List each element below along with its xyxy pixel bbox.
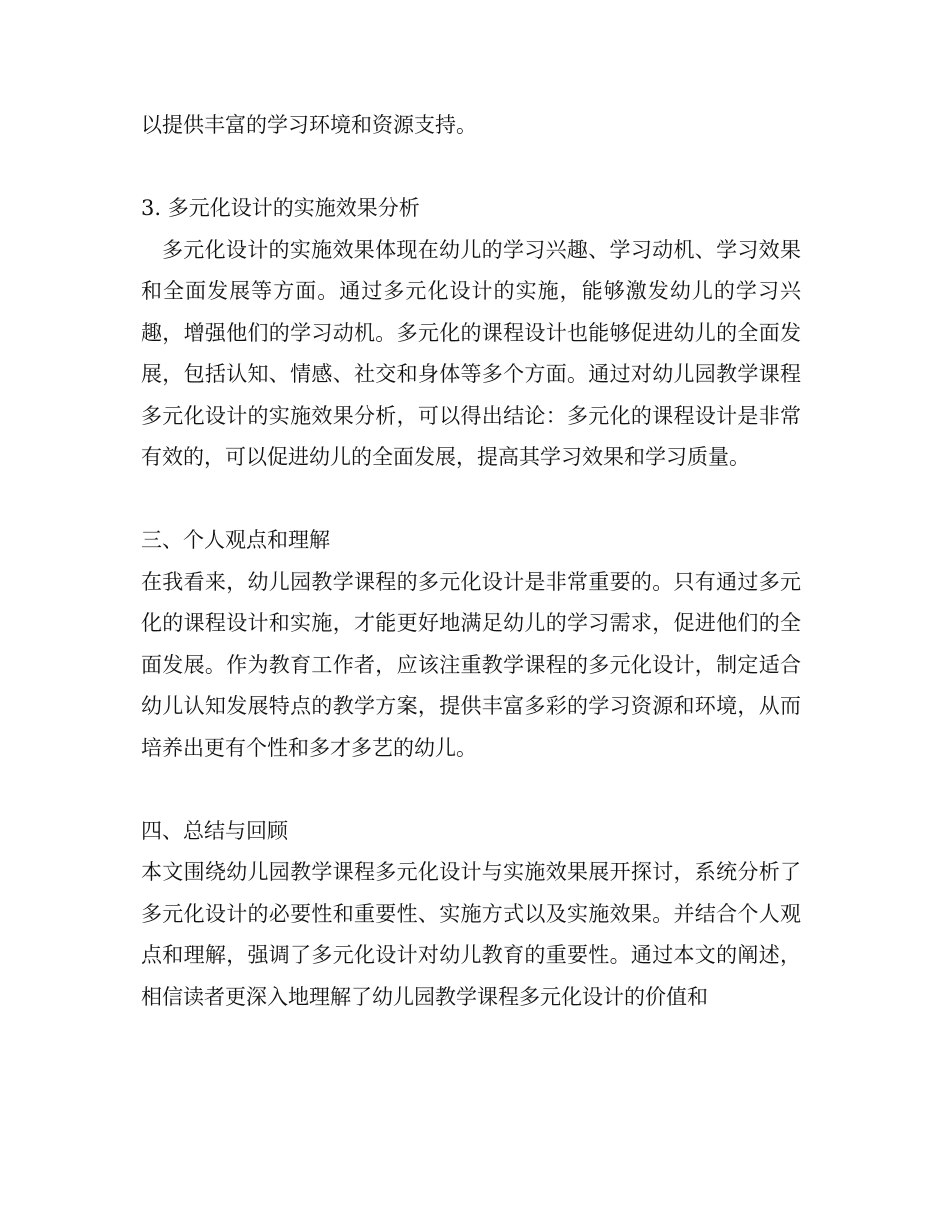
section-four-heading: 四、总结与回顾	[141, 818, 288, 843]
paragraph-spacer	[141, 479, 801, 521]
section-three-heading: 三、个人观点和理解	[141, 528, 330, 552]
paragraph-spacer	[141, 147, 801, 189]
continuation-paragraph: 以提供丰富的学习环境和资源支持。	[141, 113, 477, 137]
section-3-heading: 3. 多元化设计的实施效果分析	[141, 196, 420, 220]
section-3-body: 多元化设计的实施效果体现在幼儿的学习兴趣、学习动机、学习效果和全面发展等方面。通过多元化设计的实施，能够激发幼儿的学习兴趣，增强他们的学习动机。多元化的课程设计也能够促进幼儿的全面发展，包括认知、情感、社交和身体等多个方面。通过对幼儿园教学课程多元化设计的实施效果分析，可以得出结论：多元化的课程设计是非常有效的，可以促进幼儿的全面发展，提高其学习效果和学习质量。	[141, 237, 801, 469]
paragraph-spacer	[141, 769, 801, 811]
document-body	[141, 105, 801, 1018]
section-four-body: 本文围绕幼儿园教学课程多元化设计与实施效果展开探讨，系统分析了多元化设计的必要性和重要性、实施方式以及实施效果。并结合个人观点和理解，强调了多元化设计对幼儿教育的重要性。通过本文的阐述，相信读者更深入地理解了幼儿园教学课程多元化设计的价值和	[141, 860, 801, 1009]
section-three-body: 在我看来，幼儿园教学课程的多元化设计是非常重要的。只有通过多元化的课程设计和实施，才能更好地满足幼儿的学习需求，促进他们的全面发展。作为教育工作者，应该注重教学课程的多元化设计，制定适合幼儿认知发展特点的教学方案，提供丰富多彩的学习资源和环境，从而培养出更有个性和多才多艺的幼儿。	[141, 569, 801, 760]
